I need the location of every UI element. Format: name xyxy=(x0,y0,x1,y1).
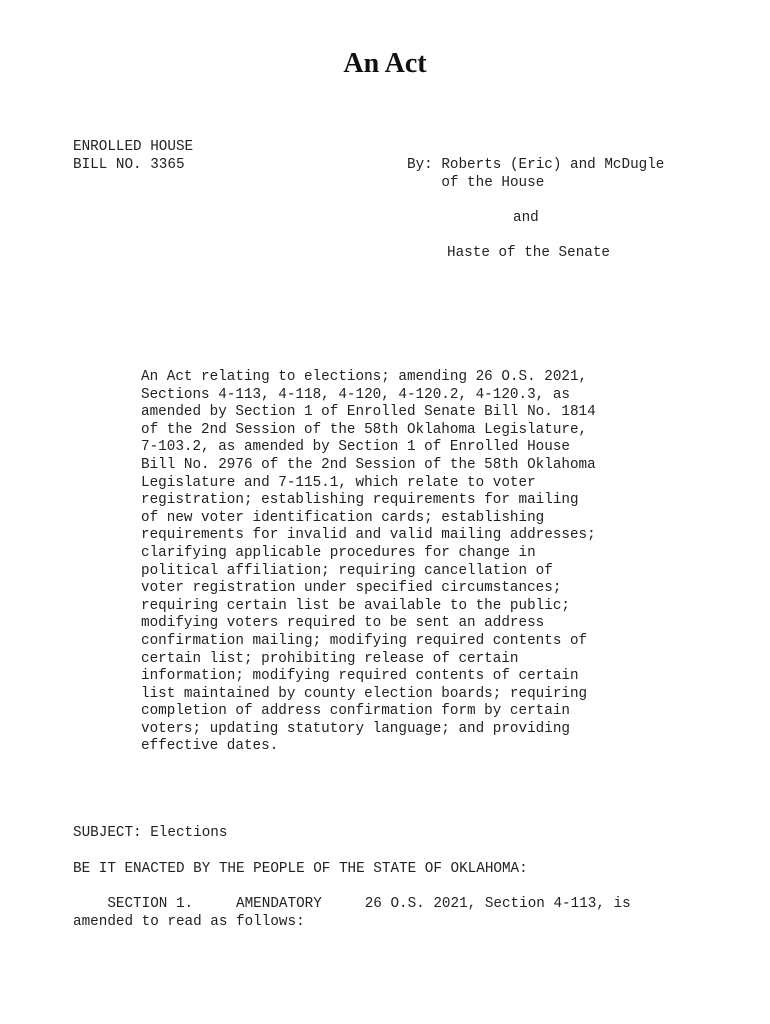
summary-line: Bill No. 2976 of the 2nd Session of the 58th Oklahoma xyxy=(141,456,596,473)
bill-identifier xyxy=(73,139,193,174)
section-1-heading xyxy=(73,896,631,931)
summary-line: voter registration under specified circumstances; xyxy=(141,580,562,597)
bill-line-1: ENROLLED HOUSE xyxy=(73,139,194,155)
summary-line: requirements for invalid and valid mailing addresses; xyxy=(141,527,596,544)
act-summary xyxy=(141,369,596,756)
section-1-line-2: amended to read as follows: xyxy=(73,913,305,930)
enacting-clause: BE IT ENACTED BY THE PEOPLE OF THE STATE OF OKLAHOMA: xyxy=(73,861,528,877)
summary-line: Legislature and 7-115.1, which relate to voter xyxy=(141,474,536,491)
summary-line: requiring certain list be available to the public; xyxy=(141,597,570,614)
summary-line: certain list; prohibiting release of certain xyxy=(141,650,519,667)
bill-line-2: BILL NO. 3365 xyxy=(73,156,185,173)
summary-line: Sections 4-113, 4-118, 4-120, 4-120.2, 4-120.3, as xyxy=(141,386,570,403)
sponsor-by-line: By: Roberts (Eric) and McDugle xyxy=(407,157,665,173)
subject-line: SUBJECT: Elections xyxy=(73,825,228,841)
summary-line: information; modifying required contents of certain xyxy=(141,668,579,685)
summary-line: list maintained by county election boards; requiring xyxy=(141,685,588,702)
summary-line: amended by Section 1 of Enrolled Senate Bill No. 1814 xyxy=(141,404,596,421)
summary-line: of new voter identification cards; establishing xyxy=(141,509,545,526)
sponsor-and-text: and xyxy=(513,210,539,226)
summary-line: voters; updating statutory language; and providing xyxy=(141,720,570,737)
summary-line: modifying voters required to be sent an address xyxy=(141,615,545,632)
section-1-line-1: SECTION 1. AMENDATORY 26 O.S. 2021, Section 4-113, is xyxy=(73,896,631,912)
summary-line: clarifying applicable procedures for change in xyxy=(141,544,536,561)
summary-line: An Act relating to elections; amending 26 O.S. 2021, xyxy=(141,369,588,385)
summary-line: effective dates. xyxy=(141,738,279,755)
senate-sponsor: Haste of the Senate xyxy=(447,245,611,261)
summary-line: completion of address confirmation form by certain xyxy=(141,703,570,720)
summary-line: political affiliation; requiring cancellation of xyxy=(141,562,553,579)
summary-line: confirmation mailing; modifying required contents of xyxy=(141,632,588,649)
summary-line: 7-103.2, as amended by Section 1 of Enrolled House xyxy=(141,439,570,456)
sponsor-house-line: of the House xyxy=(407,174,545,191)
document-title: An Act xyxy=(343,48,427,79)
summary-line: registration; establishing requirements for mailing xyxy=(141,492,579,509)
summary-line: of the 2nd Session of the 58th Oklahoma Legislature, xyxy=(141,421,588,438)
house-sponsors xyxy=(407,157,664,192)
